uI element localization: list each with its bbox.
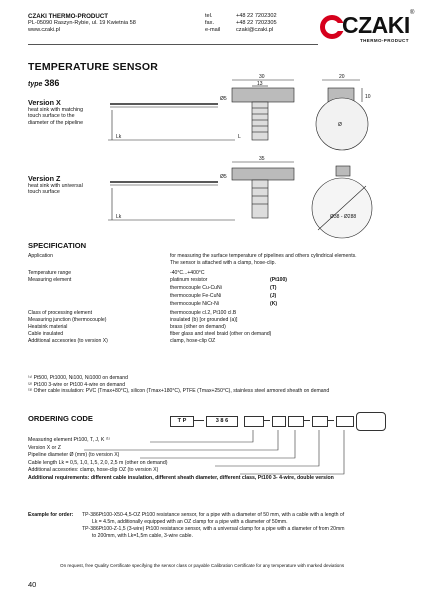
ordering-code-title: ORDERING CODE — [28, 414, 93, 423]
footnote: ⁽²⁾ Pt100 3-wire or Pt100 4-wire on demand — [28, 381, 126, 388]
version-z-desc-line: heat sink with universal — [28, 183, 83, 189]
code-legend-line: Additional requirements: different cable insulation, different sheath diameter, different class, Pt100 3- 4-wire, double version — [28, 474, 334, 481]
spec-code: (Pt100) — [270, 277, 287, 283]
dimension-label: Lk — [116, 214, 122, 220]
spec-row — [28, 301, 408, 308]
spec-key: Heatsink material — [28, 324, 68, 330]
type-prefix: type — [28, 81, 43, 88]
spec-value: insulated (b) [or grounded (a)] — [170, 317, 238, 323]
dimension-label: 35 — [259, 156, 265, 162]
code-box-386: 3 8 6 — [206, 416, 238, 427]
spec-row — [28, 277, 408, 284]
fax-value: +48 22 7202305 — [236, 20, 277, 27]
code-legend-line: Cable length Lk = 0,5, 1,0, 1,5, 2,0, 2,5 m (other on demand) — [28, 459, 168, 466]
footnote: ⁽¹⁾ Pt500, Pt1000, Ni100, Ni1000 on demand — [28, 375, 128, 381]
spec-row — [28, 331, 408, 338]
spec-value: platinum resistor — [170, 277, 208, 283]
spec-row — [28, 293, 408, 300]
spec-row — [28, 285, 408, 292]
page-number: 40 — [28, 580, 37, 589]
logo-subtitle: THERMO-PRODUCT — [360, 38, 409, 43]
example-line: TP-386Pt100-X50-4,5-OZ Pt100 resistance sensor, for a pipe with a diameter of 50 mm, with a cable with a length of — [82, 512, 345, 518]
spec-key: Application — [28, 253, 53, 259]
spec-code: (J) — [270, 293, 277, 299]
version-x-title: Version X — [28, 98, 61, 107]
dimension-label: L — [238, 134, 241, 140]
code-legend-line: Pipeline diameter Ø (mm) (to version X) — [28, 452, 120, 459]
version-z-title: Version Z — [28, 174, 61, 183]
dimension-label: 30 — [259, 74, 265, 80]
spec-key: Additional accesories (to version X) — [28, 338, 108, 344]
dimension-label: Ø5 — [220, 174, 227, 180]
czaki-logo — [318, 8, 418, 52]
ordering-code-legend — [28, 437, 418, 483]
spec-value: thermocouple Fe-CuNi — [170, 293, 222, 299]
spec-key: Temperature range — [28, 270, 72, 276]
header-rule — [28, 44, 318, 45]
version-x-desc-line: touch surface to the — [28, 113, 75, 120]
spec-value: for measuring the surface temperature of pipelines and others cylindrical elements. — [170, 253, 357, 259]
footer-note: On request, free Quality Certificate specifying the sensor class or payable Calibration Certificate for any temperature with marked deviations — [60, 563, 345, 568]
email-value[interactable]: czaki@czaki.pl — [236, 27, 274, 34]
spec-row — [28, 270, 408, 277]
company-address: PL-05090 Raszyn-Rybie, ul. 19 Kwietnia 58 — [28, 20, 136, 27]
spec-key: Measuring element — [28, 277, 72, 283]
type-number: 386 — [44, 78, 60, 88]
spec-row — [28, 317, 408, 324]
contact-values — [236, 13, 277, 35]
spec-value: The sensor is attached with a clamp, hose-clip. — [170, 260, 276, 266]
dimension-label: 20 — [339, 74, 345, 80]
specification-title: SPECIFICATION — [28, 241, 87, 250]
specification-table — [0, 253, 424, 363]
footnotes — [28, 375, 418, 395]
spec-row — [28, 338, 408, 345]
dimension-label: Ø — [338, 122, 342, 128]
tel-label: tel. — [205, 13, 213, 19]
company-name: CZAKI THERMO-PRODUCT — [28, 13, 109, 20]
code-legend-line: Version X or Z — [28, 444, 61, 451]
page-title: TEMPERATURE SENSOR — [28, 61, 158, 73]
spec-value: thermocouple NiCr-Ni — [170, 301, 219, 307]
example-line: TP-386Pt100-Z-1,5 (3-wire) Pt100 resistance sensor, with a universal clamp for a pipe with a diameter of from 20mm — [82, 526, 345, 533]
dimension-label: Lk — [116, 134, 122, 140]
dimension-label: Ø38 - Ø288 — [330, 214, 357, 220]
spec-row — [28, 310, 408, 317]
spec-value: thermocouple Cu-CuNi — [170, 285, 222, 291]
fax-label: fax. — [205, 20, 215, 27]
spec-value: -40°C...+400°C — [170, 270, 205, 276]
spec-value: brass (other on demand) — [170, 324, 226, 330]
code-legend-line: Additional accesories: clamp, hose-clip OZ (to version X) — [28, 467, 159, 474]
dimension-label: Ø5 — [220, 96, 227, 102]
registered-mark: ® — [410, 10, 415, 16]
spec-row — [28, 324, 408, 331]
spec-key: Measuring junction (thermocouple) — [28, 317, 107, 323]
example-line: to 200mm, with Lk=1,5m cable, 3-wire cable. — [92, 533, 193, 540]
spec-value: clamp, hose-clip OZ — [170, 338, 216, 344]
spec-value: thermocouple cl.2, Pt100 cl.B — [170, 310, 237, 316]
spec-key: Cable insulated — [28, 331, 64, 337]
tel-value: +48 22 7202302 — [236, 13, 277, 19]
dimension-label: 13 — [257, 81, 263, 87]
version-z-desc-line: touch surface — [28, 189, 60, 196]
spec-value: fiber glass and steel braid (other on demand) — [170, 331, 272, 337]
spec-row — [28, 253, 408, 260]
version-x-desc-line: diameter of the pipeline — [28, 119, 84, 126]
example-label: Example for order: — [28, 512, 74, 518]
company-website[interactable]: www.czaki.pl — [28, 27, 61, 34]
technical-drawing — [0, 60, 424, 260]
email-label: e-mail — [205, 27, 221, 34]
dimension-label: 10 — [365, 94, 371, 100]
spec-key: Class of processing element — [28, 310, 92, 316]
footnote: ⁽³⁾ Other cable insulation: PVC (Tmax+80°C), silicon (Tmax+180°C), PTFE (Tmax+250°C), stainless steel armored sheath on demand — [28, 388, 330, 395]
code-legend-line: Measuring element Pt100, T, J, K ⁽¹⁾ — [28, 437, 111, 443]
contact-labels — [205, 13, 220, 35]
example-line: Lk = 4.5m, additionally equipped with an OZ clamp for a pipe with a diameter of 50mm. — [92, 519, 288, 526]
logo-wordmark: CZAKI — [342, 12, 410, 38]
version-x-desc-line: heat sink with matching — [28, 107, 84, 113]
spec-row — [28, 260, 408, 267]
spec-code: (T) — [270, 285, 277, 291]
example-block — [82, 512, 418, 540]
spec-code: (K) — [270, 301, 278, 307]
company-block — [28, 13, 136, 35]
code-box-tp: T P — [170, 416, 194, 427]
